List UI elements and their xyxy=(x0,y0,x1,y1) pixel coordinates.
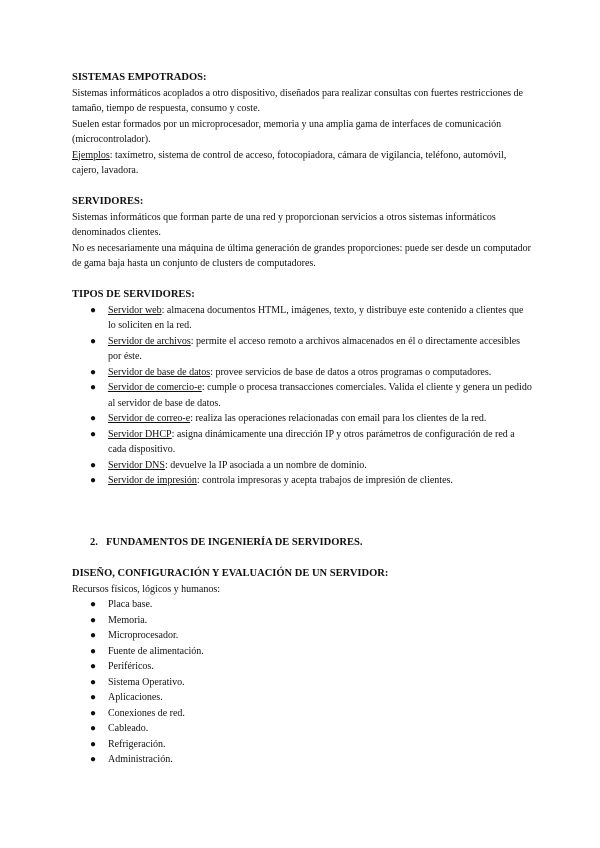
list-item xyxy=(72,706,532,722)
list-item xyxy=(72,334,532,365)
list-item xyxy=(72,737,532,753)
list-item xyxy=(72,473,532,489)
item-desc: : provee servicios de base de datos a otros programas o computadores. xyxy=(210,366,492,378)
list-item xyxy=(72,644,532,660)
bullet-icon: ● xyxy=(90,335,97,347)
item-text: Fuente de alimentación. xyxy=(108,645,204,657)
item-desc: : almacena documentos HTML, imágenes, texto, y distribuye este contenido a clientes que lo soliciten en la red. xyxy=(108,304,524,331)
item-text: Periféricos. xyxy=(108,661,154,672)
item-desc: : realiza las operaciones relacionadas con email para los clientes de la red. xyxy=(190,413,487,424)
bullet-icon: ● xyxy=(90,366,97,378)
section-title-text: FUNDAMENTOS DE INGENIERÍA DE SERVIDORES. xyxy=(106,537,363,548)
paragraph: No es necesariamente una máquina de última generación de grandes proporciones: puede ser desde un computador de gama baja hasta un conjunto de clusters de computadores. xyxy=(72,242,531,269)
bullet-icon: ● xyxy=(90,428,97,440)
list-item xyxy=(72,721,532,737)
section-title-fundamentos xyxy=(72,535,532,551)
item-text: Memoria. xyxy=(108,614,148,626)
document-page xyxy=(72,70,532,768)
item-desc: : controla impresoras y acepta trabajos de impresión de clientes. xyxy=(196,475,453,486)
list-item xyxy=(72,380,532,411)
resources-list xyxy=(72,597,532,768)
list-item xyxy=(72,303,532,334)
list-item xyxy=(72,427,532,458)
item-term: Servidor de comercio-e xyxy=(108,382,202,393)
paragraph: Recursos físicos, lógicos y humanos: xyxy=(72,583,221,595)
list-item xyxy=(72,411,532,427)
bullet-icon: ● xyxy=(90,738,97,750)
bullet-icon: ● xyxy=(90,304,97,316)
item-term: Servidor de correo-e xyxy=(108,413,191,424)
item-text: Microprocesador. xyxy=(108,630,179,641)
list-item xyxy=(72,690,532,706)
item-text: Placa base. xyxy=(108,599,153,610)
item-text: Sistema Operativo. xyxy=(108,676,185,688)
item-text: Aplicaciones. xyxy=(108,692,163,703)
item-text: Conexiones de red. xyxy=(108,707,185,719)
item-text: Cableado. xyxy=(108,723,149,734)
bullet-icon: ● xyxy=(90,630,97,641)
paragraph: Suelen estar formados por un microprocesador, memoria y una amplia gama de interfaces de comunicación (microcontrolador). xyxy=(72,118,502,145)
list-item xyxy=(72,659,532,675)
item-text: Administración. xyxy=(108,754,173,765)
item-text: Refrigeración. xyxy=(108,738,166,750)
item-desc: : permite el acceso remoto a archivos almacenados en él o directamente accesibles por éste. xyxy=(108,335,521,362)
item-term: Servidor de impresión xyxy=(108,475,197,486)
list-item xyxy=(72,675,532,691)
bullet-icon: ● xyxy=(90,614,97,626)
item-desc: : cumple o procesa transacciones comerciales. Valida el cliente y genera un pedido al servidor de base de datos. xyxy=(108,382,532,409)
bullet-icon: ● xyxy=(90,754,97,765)
list-item xyxy=(72,597,532,613)
item-term: Servidor de base de datos xyxy=(108,366,211,378)
bullet-icon: ● xyxy=(90,692,97,703)
section-title-diseno: DISEÑO, CONFIGURACIÓN Y EVALUACIÓN DE UN SERVIDOR: xyxy=(72,568,389,579)
examples-text: : taxímetro, sistema de control de acceso, fotocopiadora, cámara de vigilancia, teléfono, automóvil, cajero, lavadora. xyxy=(72,149,507,176)
list-item xyxy=(72,613,532,629)
section-number: 2. xyxy=(90,537,98,548)
examples-paragraph xyxy=(72,148,532,179)
bullet-icon: ● xyxy=(90,599,97,610)
bullet-icon: ● xyxy=(90,475,97,486)
section-title-servidores: SERVIDORES: xyxy=(72,196,144,207)
item-term: Servidor DHCP xyxy=(108,428,172,440)
examples-label: Ejemplos xyxy=(72,149,110,161)
paragraph: Sistemas informáticos acoplados a otro dispositivo, diseñados para realizar consultas con fuertes restricciones de tamaño, tiempo de respuesta, consumo y coste. xyxy=(72,87,523,114)
section-title-sistemas-empotrados: SISTEMAS EMPOTRADOS: xyxy=(72,72,207,83)
bullet-icon: ● xyxy=(90,707,97,719)
bullet-icon: ● xyxy=(90,676,97,688)
list-item xyxy=(72,458,532,474)
bullet-icon: ● xyxy=(90,459,97,471)
server-types-list xyxy=(72,303,532,489)
item-term: Servidor de archivos xyxy=(108,335,191,347)
list-item xyxy=(72,365,532,381)
list-item xyxy=(72,752,532,768)
item-desc: : devuelve la IP asociada a un nombre de dominio. xyxy=(164,459,367,471)
paragraph: Sistemas informáticos que forman parte de una red y proporcionan servicios a otros sistemas informáticos denominados clientes. xyxy=(72,211,496,238)
list-item xyxy=(72,628,532,644)
bullet-icon: ● xyxy=(90,645,97,657)
item-desc: : asigna dinámicamente una dirección IP y otros parámetros de configuración de red a cada dispositivo. xyxy=(108,428,515,455)
section-title-tipos-servidores: TIPOS DE SERVIDORES: xyxy=(72,289,195,300)
bullet-icon: ● xyxy=(90,723,97,734)
bullet-icon: ● xyxy=(90,413,97,424)
item-term: Servidor web xyxy=(108,304,162,316)
item-term: Servidor DNS xyxy=(108,459,165,471)
bullet-icon: ● xyxy=(90,382,97,393)
bullet-icon: ● xyxy=(90,661,97,672)
